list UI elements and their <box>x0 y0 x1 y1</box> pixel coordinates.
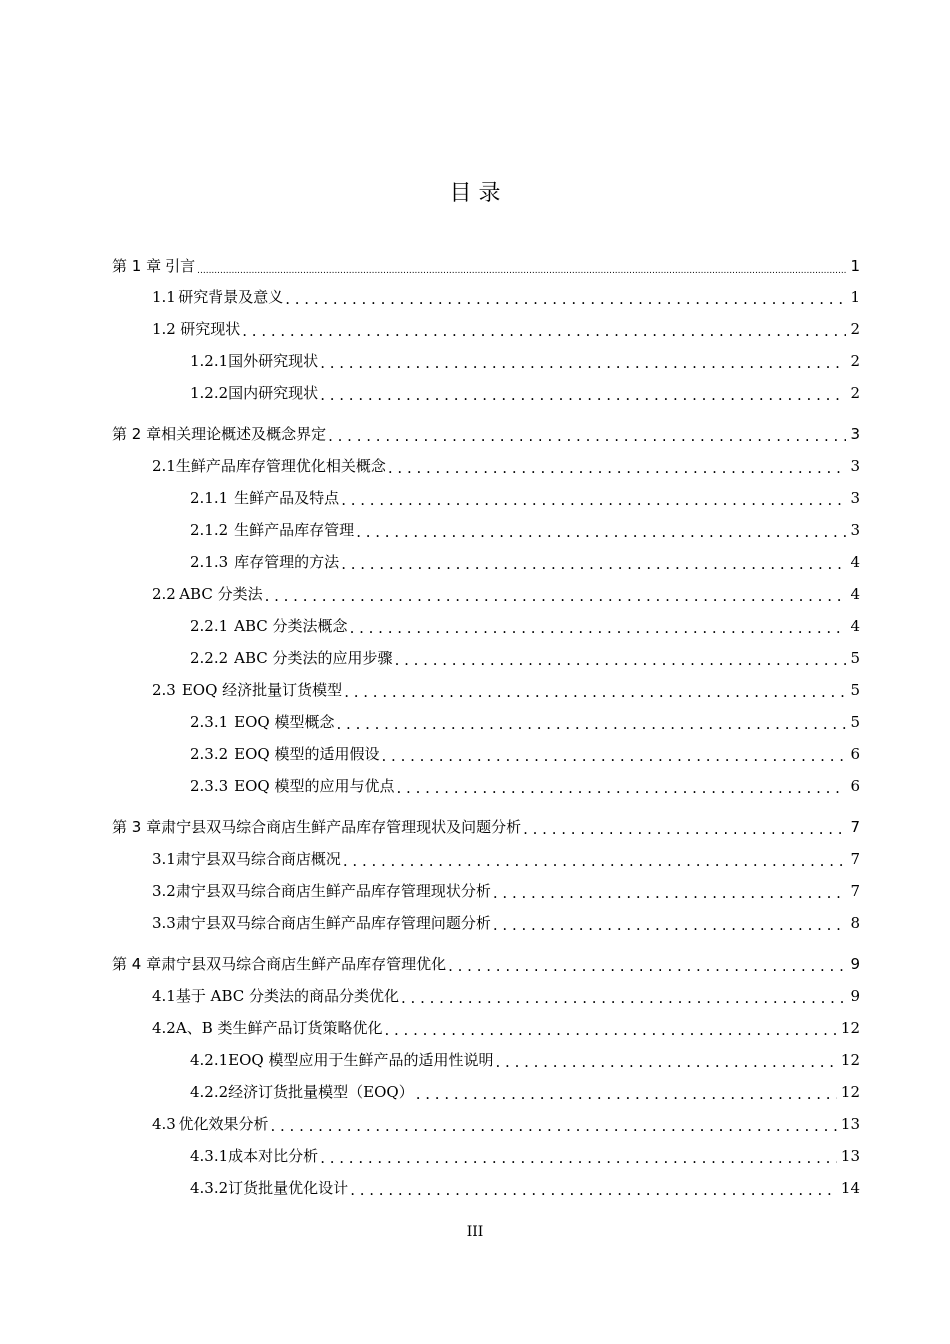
toc-dot-leader <box>337 716 847 732</box>
toc-entry-number: 3.3 <box>152 914 176 932</box>
toc-entry[interactable] <box>152 871 860 901</box>
toc-entry-page: 13 <box>840 1115 860 1133</box>
toc-entry-title: 订货批量优化设计 <box>228 1179 349 1197</box>
toc-dot-leader <box>320 387 846 403</box>
toc-entry-title: 相关理论概述及概念界定 <box>161 425 327 443</box>
toc-entry-title: 生鲜产品库存管理 <box>234 521 355 539</box>
toc-entry-title: 肃宁县双马综合商店生鲜产品库存管理现状及问题分析 <box>161 818 522 836</box>
toc-entry-page: 3 <box>850 457 860 475</box>
toc-entry[interactable] <box>190 734 860 764</box>
toc-entry-number: 第 2 章 <box>112 425 162 443</box>
toc-entry-title: EOQ 模型概念 <box>234 713 335 731</box>
toc-entry-number: 2.3 <box>152 681 176 699</box>
toc-entry-number: 2.3.2 <box>190 745 229 763</box>
toc-entry-page: 4 <box>850 617 860 635</box>
toc-dot-leader <box>448 958 846 974</box>
toc-entry-title: EOQ 经济批量订货模型 <box>181 681 343 699</box>
toc-entry-number: 第 3 章 <box>112 818 162 836</box>
toc-entry-page: 3 <box>850 489 860 507</box>
toc-entry-title: 经济订货批量模型（EOQ） <box>228 1083 414 1101</box>
toc-entry[interactable] <box>152 309 860 339</box>
toc-entry-number: 4.3.2 <box>190 1179 229 1197</box>
toc-entry[interactable] <box>152 903 860 933</box>
toc-entry-title: ABC 分类法的应用步骤 <box>234 649 393 667</box>
toc-entry-number: 2.1.2 <box>190 521 229 539</box>
toc-entry-title: 肃宁县双马综合商店生鲜产品库存管理优化 <box>161 955 447 973</box>
toc-entry-number: 2.2.1 <box>190 617 229 635</box>
toc-entry-title: ABC 分类法概念 <box>234 617 348 635</box>
toc-entry-number: 3.2 <box>152 882 176 900</box>
toc-entry[interactable] <box>190 606 860 636</box>
toc-entry-page: 9 <box>850 955 860 973</box>
toc-entry-page: 5 <box>850 713 860 731</box>
toc-entry[interactable] <box>152 976 860 1006</box>
toc-entry-title: 肃宁县双马综合商店概况 <box>175 850 341 868</box>
toc-entry-title: 引言 <box>165 257 196 275</box>
toc-entry-page: 6 <box>850 745 860 763</box>
toc-entry-title: A、B 类生鲜产品订货策略优化 <box>175 1019 383 1037</box>
toc-entry-page: 6 <box>850 777 860 795</box>
toc-entry[interactable] <box>190 1040 860 1070</box>
toc-entry[interactable] <box>190 341 860 371</box>
toc-entry-number: 2.1.1 <box>190 489 229 507</box>
toc-entry-number: 1.2 <box>152 320 176 338</box>
toc-entry-page: 2 <box>850 384 860 402</box>
toc-entry-number: 4.1 <box>152 987 176 1005</box>
toc-entry-number: 2.1.3 <box>190 553 229 571</box>
toc-entry-title: 研究现状 <box>180 320 241 338</box>
toc-dot-leader <box>384 1022 836 1038</box>
toc-entry[interactable] <box>190 478 860 508</box>
toc-entry-title: 国内研究现状 <box>228 384 319 402</box>
toc-entry-page: 5 <box>850 649 860 667</box>
toc-entry-number: 3.1 <box>152 850 176 868</box>
toc-dot-leader <box>382 748 847 764</box>
toc-dot-leader <box>285 291 846 307</box>
toc-entry-number: 4.3.1 <box>190 1147 229 1165</box>
toc-entry-page: 7 <box>850 882 860 900</box>
toc-entry-number: 2.2 <box>152 585 176 603</box>
toc-dot-leader <box>416 1086 837 1102</box>
toc-entry[interactable] <box>190 1136 860 1166</box>
toc-title: 目 录 <box>449 181 501 206</box>
toc-entry[interactable] <box>152 277 860 307</box>
toc-dot-leader <box>356 524 846 540</box>
page-number: III <box>466 1224 484 1240</box>
toc-entry-page: 2 <box>850 320 860 338</box>
toc-dot-leader <box>344 684 846 700</box>
toc-entry[interactable] <box>190 373 860 403</box>
toc-entry[interactable] <box>152 574 860 604</box>
toc-dot-leader <box>493 917 847 933</box>
toc-dot-leader <box>388 460 847 476</box>
toc-entry-title: 肃宁县双马综合商店生鲜产品库存管理现状分析 <box>175 882 491 900</box>
toc-entry[interactable] <box>152 670 860 700</box>
toc-entry-title: 生鲜产品及特点 <box>234 489 340 507</box>
toc-entry[interactable] <box>190 1168 860 1198</box>
toc-entry-number: 4.2.2 <box>190 1083 229 1101</box>
toc-dot-leader <box>350 1182 837 1198</box>
toc-entry-number: 1.1 <box>152 288 176 306</box>
toc-entry-page: 4 <box>850 585 860 603</box>
toc-entry-page: 12 <box>840 1051 860 1069</box>
toc-dot-leader <box>523 821 846 837</box>
toc-entry-number: 2.3.3 <box>190 777 229 795</box>
toc-entry-title: EOQ 模型的适用假设 <box>234 745 380 763</box>
toc-entry-page: 2 <box>850 352 860 370</box>
toc-dot-leader <box>395 652 847 668</box>
toc-entry-title: ABC 分类法 <box>179 585 263 603</box>
toc-entry-page: 7 <box>850 850 860 868</box>
toc-entry[interactable] <box>112 414 860 444</box>
toc-entry-number: 2.1 <box>152 457 176 475</box>
toc-entry-title: 肃宁县双马综合商店生鲜产品库存管理问题分析 <box>175 914 491 932</box>
toc-entry[interactable] <box>190 1072 860 1102</box>
toc-entry-title: EOQ 模型的应用与优点 <box>234 777 395 795</box>
toc-entry[interactable] <box>190 702 860 732</box>
toc-entry-page: 12 <box>840 1083 860 1101</box>
toc-entry[interactable] <box>152 446 860 476</box>
toc-entry-number: 1.2.2 <box>190 384 229 402</box>
toc-dot-leader <box>350 620 847 636</box>
toc-entry[interactable] <box>152 839 860 869</box>
toc-entry-number: 2.3.1 <box>190 713 229 731</box>
toc-dot-leader <box>320 1150 837 1166</box>
toc-entry-page: 4 <box>850 553 860 571</box>
toc-dot-leader <box>328 428 846 444</box>
toc-entry[interactable] <box>190 542 860 572</box>
toc-dot-leader <box>341 556 846 572</box>
toc-entry[interactable] <box>112 246 860 276</box>
toc-entry-page: 7 <box>850 818 860 836</box>
toc-entry-page: 1 <box>850 288 860 306</box>
toc-entry-title: 研究背景及意义 <box>178 288 284 306</box>
toc-entry-number: 1.2.1 <box>190 352 229 370</box>
toc-entry[interactable] <box>112 807 860 837</box>
toc-entry[interactable] <box>190 638 860 668</box>
toc-entry-title: 生鲜产品库存管理优化相关概念 <box>175 457 386 475</box>
toc-entry-page: 1 <box>850 257 860 275</box>
toc-entry-title: EOQ 模型应用于生鲜产品的适用性说明 <box>228 1051 494 1069</box>
toc-entry-page: 12 <box>840 1019 860 1037</box>
toc-dot-leader <box>197 260 846 276</box>
toc-dot-leader <box>270 1118 836 1134</box>
toc-entry[interactable] <box>152 1008 860 1038</box>
toc-entry-title: 基于 ABC 分类法的商品分类优化 <box>175 987 400 1005</box>
toc-dot-leader <box>242 323 846 339</box>
toc-dot-leader <box>265 588 847 604</box>
toc-entry[interactable] <box>190 766 860 796</box>
toc-entry-title: 国外研究现状 <box>228 352 319 370</box>
toc-dot-leader <box>397 780 847 796</box>
toc-entry-page: 8 <box>850 914 860 932</box>
toc-entry[interactable] <box>190 510 860 540</box>
toc-entry-page: 13 <box>840 1147 860 1165</box>
toc-entry-page: 5 <box>850 681 860 699</box>
toc-dot-leader <box>496 1054 837 1070</box>
toc-entry[interactable] <box>152 1104 860 1134</box>
toc-entry-title: 成本对比分析 <box>228 1147 319 1165</box>
toc-entry-number: 2.2.2 <box>190 649 229 667</box>
toc-entry-number: 第 4 章 <box>112 955 162 973</box>
toc-entry-page: 3 <box>850 521 860 539</box>
toc-entry-number: 第 1 章 <box>112 257 162 275</box>
toc-entry-title: 库存管理的方法 <box>234 553 340 571</box>
toc-entry-number: 4.2.1 <box>190 1051 229 1069</box>
toc-entry-page: 3 <box>850 425 860 443</box>
toc-dot-leader <box>493 885 847 901</box>
toc-entry-number: 4.2 <box>152 1019 176 1037</box>
toc-entry-page: 9 <box>850 987 860 1005</box>
toc-entry[interactable] <box>112 944 860 974</box>
toc-dot-leader <box>341 492 846 508</box>
toc-entry-title: 优化效果分析 <box>178 1115 269 1133</box>
toc-dot-leader <box>320 355 846 371</box>
toc-entry-page: 14 <box>840 1179 860 1197</box>
toc-entry-number: 4.3 <box>152 1115 176 1133</box>
toc-dot-leader <box>401 990 846 1006</box>
toc-dot-leader <box>343 853 847 869</box>
